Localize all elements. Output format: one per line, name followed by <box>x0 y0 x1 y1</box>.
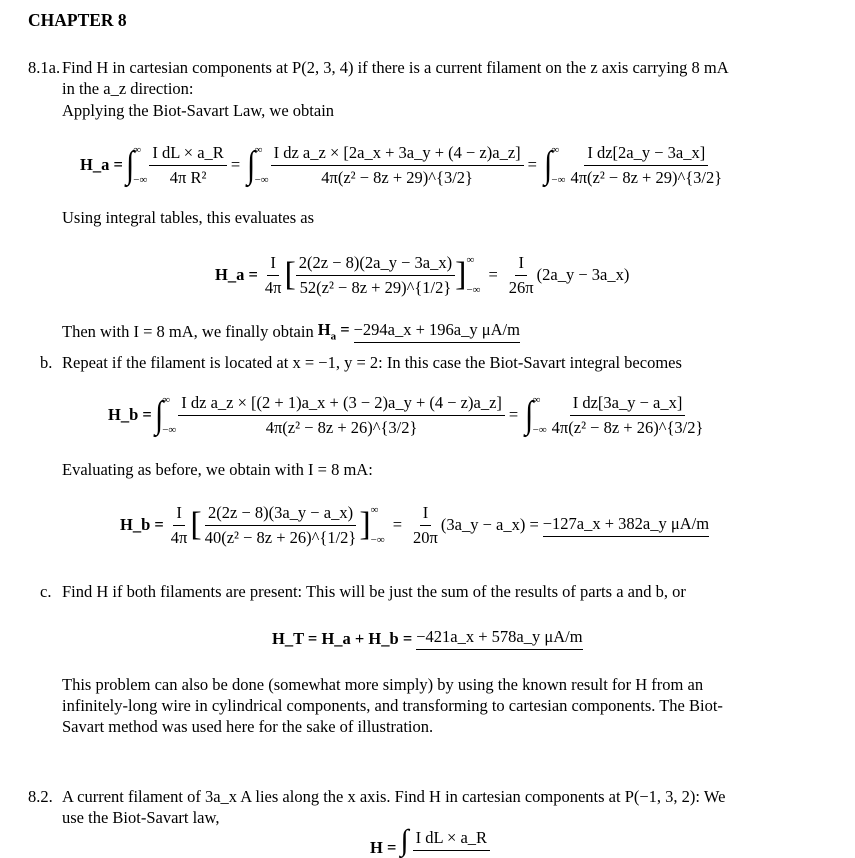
eq-fraction: $\frac{\text{I dz a\_z × [2a\_x + 3a\_y + (4 − z)a\_z]}}{\text{4π(z² − 8z + 29)\textasciicircum{}\{3/2\}}}$ <box>271 143 524 188</box>
integral-sign: ∫ ∞ −∞ <box>525 394 547 436</box>
equation-ht <box>272 627 583 650</box>
i-over-4pi: $\frac{I}{4\pi}$ <box>264 252 282 297</box>
eq-fraction: $\frac{\text{I dz a\_z × [(2 + 1)a\_x + (3 − 2)a\_y + (4 − z)a\_z]}}{\text{4π(z² − 8z + 26)\textasciicircum{}\{3/2\}}}$ <box>178 393 505 438</box>
answer-ha: −294a_x + 196a_y μA/m <box>354 320 520 343</box>
answer-hb: −127a_x + 382a_y μA/m <box>543 514 709 537</box>
eq-lhs: H = <box>370 838 397 857</box>
i-over-20pi: $\frac{I}{20\pi}$ <box>413 502 438 547</box>
problem-8-1a-line3: Applying the Biot-Savart Law, we obtain <box>62 101 335 120</box>
eq-lhs: H_b = <box>120 515 164 534</box>
part-c-para-line1: This problem can also be done (somewhat more simply) by using the known result for H from an <box>62 675 704 694</box>
eq-lhs: H_a = <box>80 155 123 174</box>
equation-ha-integral: H_a = ∫ ∞ −∞ $\frac{\text{I dL × a\_R}}{\text{4π R²}}$ = ∫ ∞ −∞ $\frac{\text{I dz a\_z × [2a\_x + 3a\_y + (4 − z)a\_z]}}{\text{4π(z² − 8z + 29)\textasciicircum{}\{3/2\}}}$ = ∫ ∞ −∞ $\frac{\text{I dz[2a\_y − 3a\_x]}}{\text{4π(z² − 8z + 29)\textasciicircum{}\{3/2\}}}$ <box>80 140 725 190</box>
eq-fraction: $\frac{2(2z - 8)(2a\_y - 3a\_x)}{\text{52(z² − 8z + 29)\textasciicircum{}\{1/2\}}}$ <box>296 253 455 298</box>
integral-sign: ∫ ∞ −∞ <box>125 144 148 186</box>
eq-result: (3a_y − a_x) = <box>440 515 539 534</box>
eq-lhs: H_a = <box>215 265 258 284</box>
integral-sign: ∫ ∞ −∞ <box>544 144 566 186</box>
i-over-26pi: $\frac{I}{26\pi}$ <box>508 252 534 297</box>
eq-lhs: H_b = <box>108 405 152 424</box>
equation-hb-integral: H_b = ∫ ∞ −∞ $\frac{\text{I dz a\_z × [(2 + 1)a\_x + (3 − 2)a\_y + (4 − z)a\_z]}}{\text{4π(z² − 8z + 26)\textasciicircum{}\{3/2\}}}$ = ∫ ∞ −∞ $\frac{\text{I dz[3a\_y − a\_x]}}{\text{4π(z² − 8z + 26)\textasciicircum{}\{3/2\}}}$ <box>108 390 706 440</box>
integral-sign: ∫ ∞ −∞ <box>154 394 177 436</box>
part-b-label: b. <box>40 353 53 372</box>
integral-sign: ∫ ∞ −∞ <box>247 144 269 186</box>
eq-fraction: $\frac{\text{I dz[2a\_y − 3a\_x]}}{\text{4π(z² − 8z + 29)\textasciicircum{}\{3/2\}}}$ <box>570 142 723 187</box>
equation-h-biot-savart <box>370 826 490 856</box>
part-c-label: c. <box>40 582 52 601</box>
chapter-heading: CHAPTER 8 <box>28 10 127 30</box>
eq-lhs: H_T = H_a + H_b = <box>272 628 413 648</box>
part-c-para-line2: infinitely-long wire in cylindrical components, and transforming to cartesian components. The Biot- <box>62 696 723 715</box>
problem-number-8-2: 8.2. <box>28 787 53 806</box>
equation-hb-evaluated: H_b = $\frac{I}{4\pi}$ [ $\frac{2(2z - 8)(3a\_y - a\_x)}{\text{40(z² − 8z + 26)\textasciicircum{}\{1/2\}}}$ ] ∞ −∞ = $\frac{I}{20\pi}$ (3a_y − a_x) = −127a_x + 382a_y μA/m <box>120 502 710 547</box>
i-over-4pi: $\frac{I}{4\pi}$ <box>170 502 188 547</box>
eq-fraction: $\frac{\text{I dL × a\_R}}{\text{4π R²}}$ <box>149 143 226 188</box>
integral-sign: ∫ <box>400 824 409 857</box>
problem-8-2-line2: use the Biot-Savart law, <box>62 808 220 827</box>
answer-ht: −421a_x + 578a_y μA/m <box>416 627 582 650</box>
problem-number-8-1a: 8.1a. <box>28 58 61 77</box>
problem-8-2-line1: A current filament of 3a_x A lies along the x axis. Find H in cartesian components at P(−1, 3, 2): We <box>62 787 726 806</box>
problem-8-1a-line2: in the a_z direction: <box>62 79 194 98</box>
part-c-text: Find H if both filaments are present: This will be just the sum of the results of parts a and b, or <box>62 582 686 601</box>
final-text: Then with I = 8 mA, we finally obtain <box>62 321 314 341</box>
eq-result: (2a_y − 3a_x) <box>536 265 630 284</box>
part-c-para-line3: Savart method was used here for the sake of illustration. <box>62 717 434 736</box>
eq-fraction: $\frac{\text{I dz[3a\_y − a\_x]}}{\text{4π(z² − 8z + 26)\textasciicircum{}\{3/2\}}}$ <box>551 392 704 437</box>
eq-numerator: I dL × a_R <box>413 828 490 851</box>
final-answer-line-a: Then with I = 8 mA, we finally obtain $H_a$ = −294a_x + 196a_y μA/m <box>62 320 520 343</box>
problem-8-1a-line1: Find H in cartesian components at P(2, 3, 4) if there is a current filament on the z axis carrying 8 mA <box>62 58 729 77</box>
integral-tables-text: Using integral tables, this evaluates as <box>62 208 315 227</box>
eq-fraction: $\frac{2(2z - 8)(3a\_y - a\_x)}{\text{40(z² − 8z + 26)\textasciicircum{}\{1/2\}}}$ <box>204 502 357 547</box>
part-b-text: Repeat if the filament is located at x = −1, y = 2: In this case the Biot-Savart integral becomes <box>62 353 682 372</box>
equation-ha-evaluated: H_a = $\frac{I}{4\pi}$ [ $\frac{2(2z - 8)(2a\_y - 3a\_x)}{\text{52(z² − 8z + 29)\textasciicircum{}\{1/2\}}}$ ] ∞ −∞ = $\frac{I}{26\pi}$ (2a_y − 3a_x) <box>215 252 630 297</box>
evaluating-text: Evaluating as before, we obtain with I = 8 mA: <box>62 460 373 479</box>
